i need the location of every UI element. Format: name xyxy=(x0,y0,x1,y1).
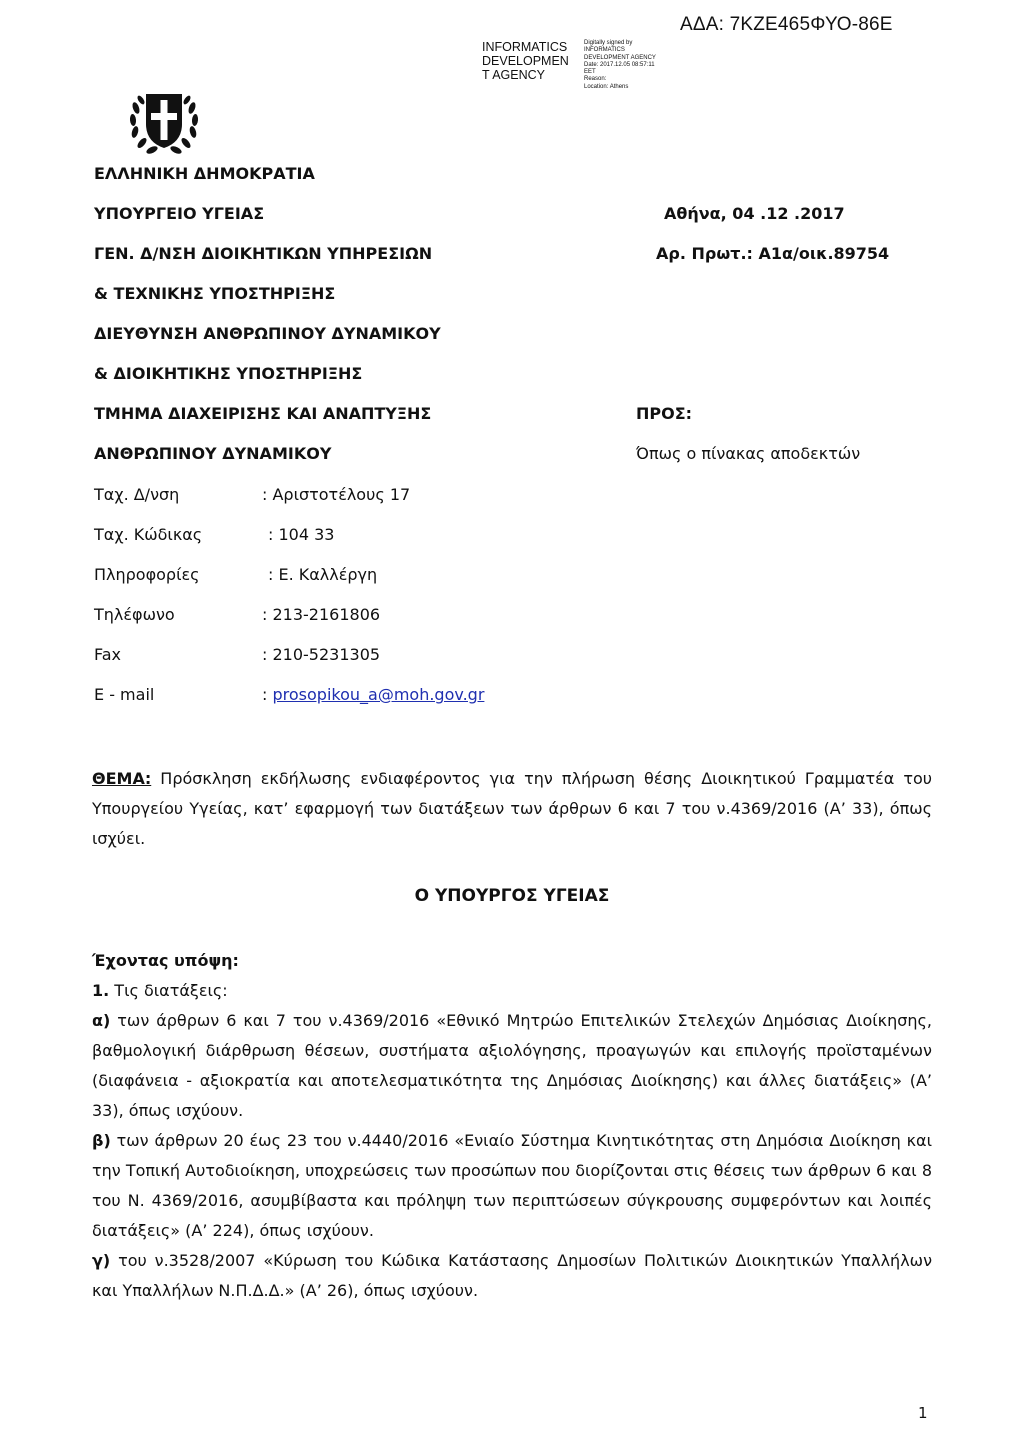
signature-details xyxy=(584,40,656,91)
contact-address-label: Ταχ. Δ/νση xyxy=(94,485,180,504)
document-body xyxy=(92,946,932,1306)
body-subitem-a xyxy=(92,1006,932,1126)
contact-postcode-label: Ταχ. Κώδικας xyxy=(94,525,203,544)
contact-email-label: E - mail xyxy=(94,685,155,704)
subitem-c-text: του ν.3528/2007 «Κύρωση του Κώδικα Κατάστασης Δημοσίων Πολιτικών Διοικητικών Υπαλλήλων και Υπαλλήλων Ν.Π.Δ.Δ.» (Α’ 26), όπως ισχύουν. xyxy=(92,1251,932,1300)
contact-email-value xyxy=(262,685,484,704)
header-line-ministry: ΥΠΟΥΡΓΕΙΟ ΥΓΕΙΑΣ xyxy=(94,204,265,223)
subitem-b-text: των άρθρων 20 έως 23 του ν.4440/2016 «Ενιαίο Σύστημα Κινητικότητας στη Δημόσια Διοίκηση και την Τοπική Αυτοδιοίκηση, υποχρεώσεις των προσώπων που διορίζονται στις θέσεις των άρθρων 6 και 8 του Ν. 4369/2016, ασυμβίβαστα και πρόληψη των περιπτώσεων σύγκρουσης συμφερόντων και λοιπές διατάξεις» (Α’ 224), όπως ισχύουν. xyxy=(92,1131,932,1240)
subitem-a-marker: α) xyxy=(92,1011,111,1030)
signature-detail-line: Date: 2017.12.05 08:57:11 xyxy=(584,61,655,68)
signature-signer-line: INFORMATICS xyxy=(482,40,568,54)
body-heading xyxy=(92,946,932,976)
signature-detail-line: DEVELOPMENT AGENCY xyxy=(584,54,656,61)
header-line-admin-support: & ΔΙΟΙΚΗΤΙΚΗΣ ΥΠΟΣΤΗΡΙΞΗΣ xyxy=(94,364,363,383)
contact-fax-value: : 210-5231305 xyxy=(262,645,381,664)
body-subitem-b xyxy=(92,1126,932,1246)
header-line-hr: ΑΝΘΡΩΠΙΝΟΥ ΔΥΝΑΜΙΚΟΥ xyxy=(94,444,332,463)
header-line-gen-directorate: ΓΕΝ. Δ/ΝΣΗ ΔΙΟΙΚΗΤΙΚΩΝ ΥΠΗΡΕΣΙΩΝ xyxy=(94,244,433,263)
item-1-number: 1. xyxy=(92,981,110,1000)
document-date: Αθήνα, 04 .12 .2017 xyxy=(664,204,845,223)
email-link[interactable]: prosopikou_a@moh.gov.gr xyxy=(272,685,485,704)
header-line-department: ΤΜΗΜΑ ΔΙΑΧΕΙΡΙΣΗΣ ΚΑΙ ΑΝΑΠΤΥΞΗΣ xyxy=(94,404,432,423)
subitem-b-marker: β) xyxy=(92,1131,111,1150)
signature-detail-line: EET xyxy=(584,69,596,76)
body-heading-text: Έχοντας υπόψη: xyxy=(92,951,239,970)
subject-label: ΘΕΜΑ: xyxy=(92,769,152,788)
contact-fax-label: Fax xyxy=(94,645,122,664)
signature-signer-line: T AGENCY xyxy=(482,68,545,82)
subitem-a-text: των άρθρων 6 και 7 του ν.4369/2016 «Εθνικό Μητρώο Επιτελικών Στελεχών Δημόσιας Διοίκησης, βαθμολογική διάρθρωση θέσεων, συστήματα αξιολόγησης, προαγωγών και επιλογής προϊσταμένων (διαφάνεια - αξιοκρατία και αποτελεσματικότητα της Δημόσιας Διοίκησης) και άλλες διατάξεις» (Α’ 33), όπως ισχύουν. xyxy=(92,1011,932,1120)
contact-info-label: Πληροφορίες xyxy=(94,565,200,584)
header-line-republic: ΕΛΛΗΝΙΚΗ ΔΗΜΟΚΡΑΤΙΑ xyxy=(94,164,315,183)
subitem-c-marker: γ) xyxy=(92,1251,111,1270)
protocol-number: Αρ. Πρωτ.: Α1α/οικ.89754 xyxy=(656,244,890,263)
signature-detail-line: Digitally signed by xyxy=(584,40,633,46)
ada-code: ΑΔΑ: 7ΚΖΕ465ΦΥΟ-86Ε xyxy=(680,14,893,35)
contact-email-prefix: : xyxy=(262,685,273,704)
signature-detail-line: INFORMATICS xyxy=(584,47,625,54)
greek-emblem-icon xyxy=(124,78,204,158)
recipients-value: Όπως ο πίνακας αποδεκτών xyxy=(636,444,861,463)
document-title: Ο ΥΠΟΥΡΓΟΣ ΥΓΕΙΑΣ xyxy=(414,886,610,906)
page-number: 1 xyxy=(918,1404,928,1422)
contact-address-value: : Αριστοτέλους 17 xyxy=(262,485,411,504)
body-subitem-c xyxy=(92,1246,932,1306)
item-1-text: Τις διατάξεις: xyxy=(109,981,228,1000)
header-line-tech-support: & ΤΕΧΝΙΚΗΣ ΥΠΟΣΤΗΡΙΞΗΣ xyxy=(94,284,336,303)
subject-text: Πρόσκληση εκδήλωσης ενδιαφέροντος για την πλήρωση θέσης Διοικητικού Γραμματέα του Υπουργείου Υγείας, κατ’ εφαρμογή των διατάξεων των άρθρων 6 και 7 του ν.4369/2016 (Α’ 33), όπως ισχύει. xyxy=(92,769,932,848)
contact-info-value: : Ε. Καλλέργη xyxy=(268,565,378,584)
header-line-hr-directorate: ΔΙΕΥΘΥΝΣΗ ΑΝΘΡΩΠΙΝΟΥ ΔΥΝΑΜΙΚΟΥ xyxy=(94,324,441,343)
signature-signer xyxy=(482,40,569,82)
contact-phone-label: Τηλέφωνο xyxy=(94,605,175,624)
contact-phone-value: : 213-2161806 xyxy=(262,605,381,624)
signature-detail-line: Location: Athens xyxy=(584,83,629,90)
signature-signer-line: DEVELOPMEN xyxy=(482,54,569,68)
recipients-label: ΠΡΟΣ: xyxy=(636,404,693,423)
signature-detail-line: Reason: xyxy=(584,76,607,83)
subject-paragraph xyxy=(92,764,932,854)
body-item-1 xyxy=(92,976,932,1006)
contact-postcode-value: : 104 33 xyxy=(268,525,335,544)
